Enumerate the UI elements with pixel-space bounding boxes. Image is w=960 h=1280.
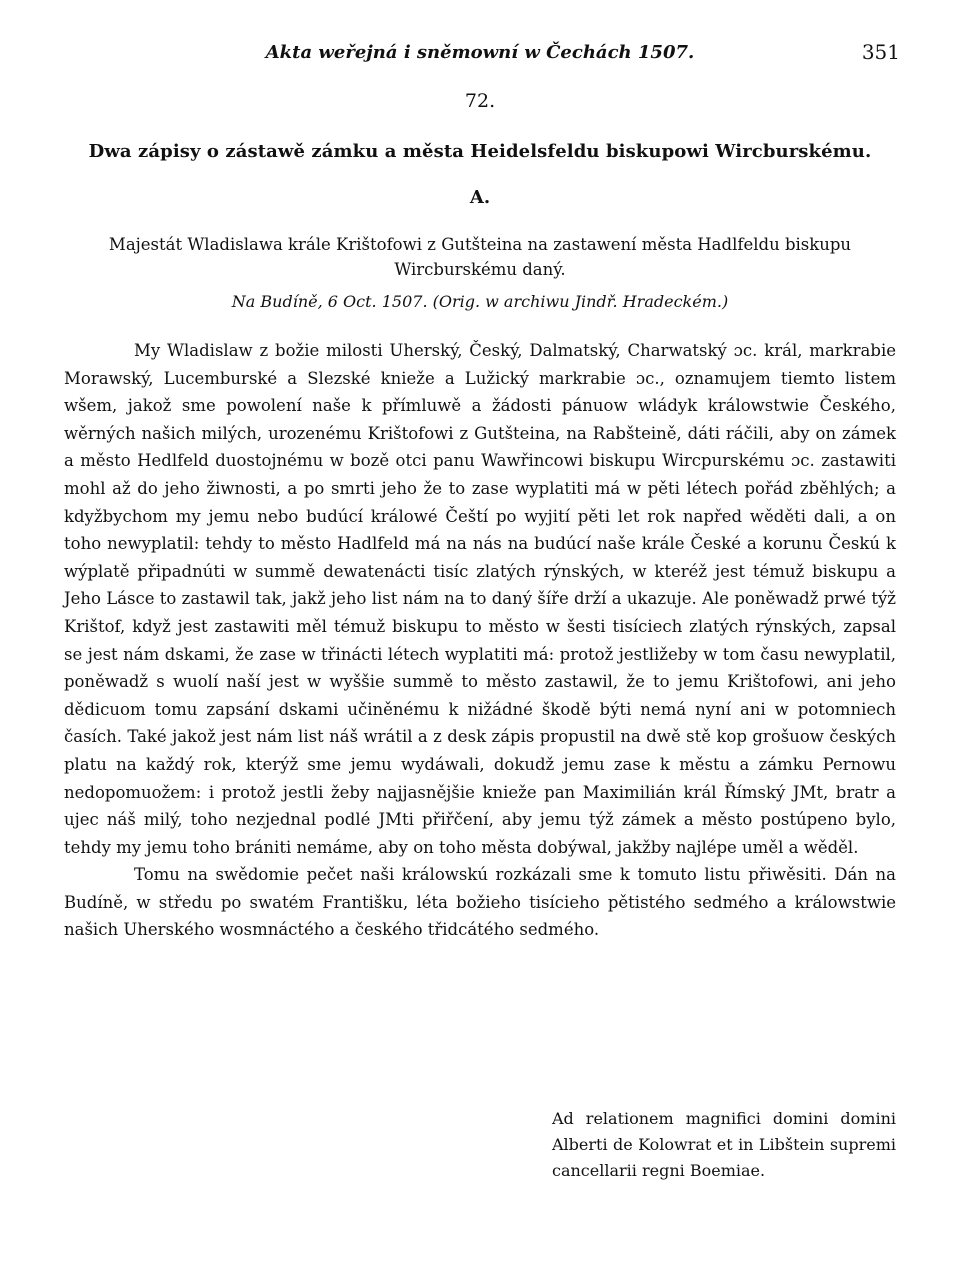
document-heading: Dwa zápisy o zástawě zámku a města Heidelsfeldu biskupowi Wircburskému. <box>88 141 872 162</box>
regest-summary: Majestát Wladislawa krále Krištofowi z Gutšteina na zastawení města Hadlfeldu biskupu Wircburskému daný. <box>108 235 852 279</box>
running-header <box>60 40 900 70</box>
closing-note: Ad relationem magnifici domini domini Alberti de Kolowrat et in Libštein supremi cancellarii regni Boemiae. <box>552 1109 896 1180</box>
body-paragraph: Tomu na swědomie pečet naši králowskú rozkázali sme k tomuto listu přiwěsiti. Dán na Budíně, w středu po swatém Františku, léta božieho tisícieho pětistého sedmého a králowstwie našich Uherského wosmnáctého a českého třidcátého sedmého. <box>64 865 896 940</box>
document-body <box>64 337 896 944</box>
section-letter: A. <box>469 187 491 208</box>
document-number: 72. <box>464 90 496 112</box>
page-number: 351 <box>861 40 900 64</box>
dateline: Na Budíně, 6 Oct. 1507. (Orig. w archiwu Jindř. Hradeckém.) <box>231 292 729 311</box>
body-paragraph: My Wladislaw z božie milosti Uherský, Český, Dalmatský, Charwatský ɔc. král, markrabie Morawský, Lucemburské a Slezské knieže a Lužický markrabie ɔc., oznamujem tiemto listem wšem, jakož sme powolení naše k přímluwě a žádosti pánuow wládyk králowstwie Českého, wěrných našich milých, urozenému Krištofowi z Gutšteina, na Rabšteině, dáti ráčili, aby on zámek a město Hedlfeld duostojnému w bozě otci panu Wawřincowi biskupu Wircpurskému ɔc. zastawiti mohl až do jeho žiwnosti, a po smrti jeho že to zase wyplatiti má w pěti létech pořád zběhlých; a kdyžbychom my jemu nebo budúcí králowé Čeští po wyjití pěti let rok napřed wěděti dali, a on toho newyplatil: tehdy to město Hadlfeld má na nás na budúcí naše krále České a korunu Českú k wýplatě připadnúti w summě dewatenácti tisíc zlatých rýnských, w kteréž jest témuž biskupu a Jeho Lásce to zastawil tak, jakž jeho list nám na to daný šíře drží a ukazuje. Ale poněwadž prwé týž Krištof, když jest zastawiti měl témuž biskupu to město w šesti tisíciech zlatých rýnských, zapsal se jest nám dskami, že zase w třinácti létech wyplatiti má: protož jestližeby w tom času newyplatil, poněwadž s wuolí naší jest w wyššie summě to město zastawil, že to jemu Krištofowi, ani jeho dědicuom tomu zapsání dskami učiněnému k nižádné škodě býti nemá nyní ani w potomniech časích. Také jakož jest nám list náš wrátil a z desk zápis propustil na dwě stě kop grošuow českých platu na každý rok, kterýž sme jemu wydáwali, dokudž jemu zase k městu a zámku Pernowu nedopomuožem: i protož jestli žeby najjasnějšie knieže pan Maximilián král Římský JMt, bratr a ujec náš milý, toho nezjednal podlé JMti přiřčení, aby jemu týž zámek a město postúpeno bylo, tehdy my jemu toho brániti nemáme, aby on toho města dobýwal, jakžby najlépe uměl a wěděl. <box>64 341 896 857</box>
running-title: Akta weřejná i sněmowní w Čechách 1507. <box>265 42 695 63</box>
